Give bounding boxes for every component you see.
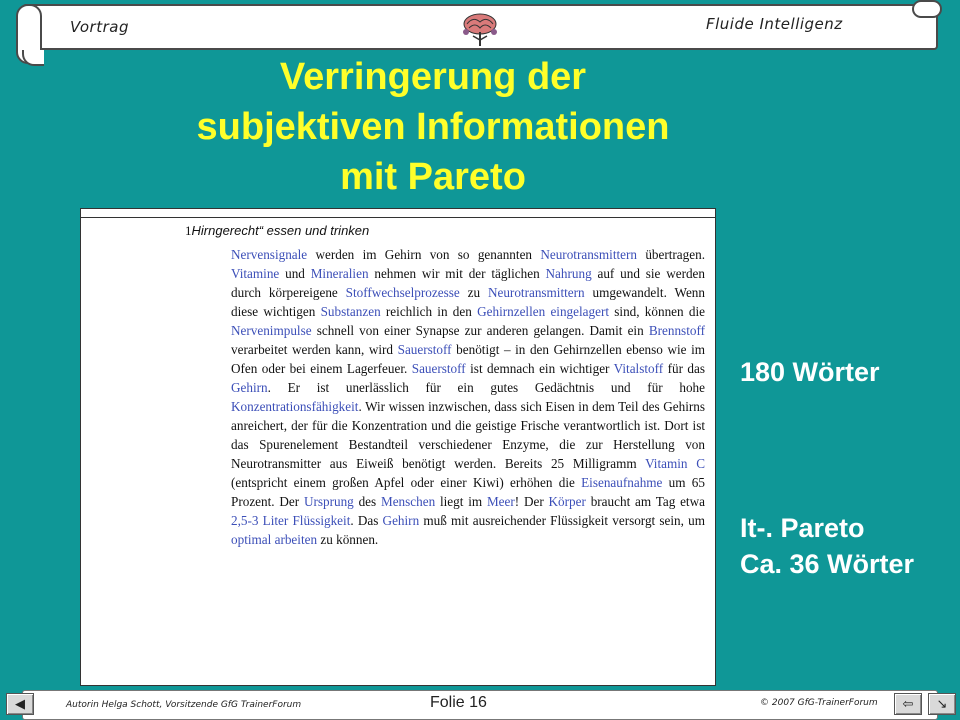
body-text: benötigt – in den Gehirnzellen ebenso wie im Ofen oder bei einem Lagerfeuer.: [231, 342, 705, 376]
title-line-3: mit Pareto: [340, 156, 526, 198]
keyword-text: Gehirn: [382, 513, 420, 528]
keyword-text: Substanzen: [320, 304, 381, 319]
body-text: um 65 Prozent. Der: [231, 475, 705, 509]
footer-bar: [0, 690, 960, 720]
title-line-2: subjektiven Informationen: [196, 106, 670, 148]
document-excerpt: [80, 208, 716, 686]
document-top-rule: [81, 217, 715, 218]
body-text: auf und sie werden durch körpereigene: [231, 266, 705, 300]
pareto-word-count: Ca. 36 Wörter: [740, 549, 915, 579]
body-text: liegt im: [435, 494, 487, 509]
keyword-text: Gehirnzellen eingelagert: [477, 304, 610, 319]
slide-title: [150, 52, 716, 202]
body-text: verarbeitet werden kann, wird: [231, 342, 398, 357]
keyword-text: Vitamine: [231, 266, 280, 281]
body-text: sind, können die: [609, 304, 705, 319]
keyword-text: Mineralien: [310, 266, 369, 281]
scroll-roll-right: [912, 0, 942, 18]
keyword-text: Meer: [486, 494, 515, 509]
footer-author: Autorin Helga Schott, Vorsitzende GfG TrainerForum: [66, 700, 302, 710]
body-text: werden im Gehirn von so genannten: [307, 247, 541, 262]
keyword-text: Körper: [548, 494, 586, 509]
body-text: übertragen.: [637, 247, 705, 262]
keyword-text: Nahrung: [545, 266, 592, 281]
keyword-text: Sauerstoff: [397, 342, 452, 357]
keyword-text: Konzentrationsfähigkeit: [231, 399, 359, 414]
keyword-text: Neurotransmittern: [487, 285, 585, 300]
body-text: ist demnach ein wichtiger: [465, 361, 614, 376]
keyword-text: Neurotransmittern: [540, 247, 638, 262]
body-text: . Er ist unerlässlich für ein gutes Gedächtnis und für hohe: [267, 380, 705, 395]
keyword-text: Vitalstoff: [613, 361, 664, 376]
keyword-text: Sauerstoff: [411, 361, 466, 376]
body-text: und: [279, 266, 311, 281]
body-text: zu können.: [317, 532, 379, 547]
body-text: des: [353, 494, 381, 509]
footer-copyright: © 2007 GfG-TrainerForum: [760, 698, 878, 708]
keyword-text: Vitamin C: [645, 456, 705, 471]
previous-slide-button[interactable]: [6, 693, 34, 715]
back-arrow-icon: ⇦: [902, 696, 914, 711]
body-text: . Das: [350, 513, 383, 528]
keyword-text: Nervenimpulse: [231, 323, 312, 338]
document-heading-text: Hirngerecht“ essen und trinken: [191, 223, 370, 238]
keyword-text: optimal arbeiten: [231, 532, 318, 547]
body-text: ! Der: [514, 494, 549, 509]
body-text: . Wir wissen inzwischen, dass sich Eisen in dem Teil des Gehirns anreichert, der für die Konzentration und die geistige Frische verantwortlich ist. Dort ist das Spurenelement Bestandteil verschiedener Enzyme, die zur Herstellung von Neurotransmitter aus Eiweiß benötigt werden. Bereits 25 Milligramm: [231, 399, 705, 471]
body-text: schnell von einer Synapse zur anderen gelangen. Damit ein: [311, 323, 649, 338]
keyword-text: 2,5-3 Liter Flüssigkeit: [231, 513, 351, 528]
slide-number: Folie 16: [430, 694, 487, 711]
keyword-text: Eisenaufnahme: [581, 475, 663, 490]
body-text: (entspricht einem großen Apfel oder einer Kiwi) erhöhen die: [231, 475, 582, 490]
body-text: für das: [663, 361, 705, 376]
previous-slide-icon: ◀: [15, 696, 25, 711]
header-right-label: Fluide Intelligenz: [706, 15, 843, 33]
keyword-text: Ursprung: [303, 494, 354, 509]
body-text: muß mit ausreichender Flüssigkeit versorgt sein, um: [419, 513, 705, 528]
keyword-text: Menschen: [380, 494, 436, 509]
body-text: reichlich in den: [380, 304, 478, 319]
document-heading-number: 1: [185, 223, 192, 238]
keyword-text: Nervensignale: [231, 247, 308, 262]
document-heading: [185, 223, 369, 239]
body-text: zu: [459, 285, 488, 300]
title-line-1: Verringerung der: [279, 56, 587, 98]
keyword-text: Brennstoff: [648, 323, 705, 338]
back-slide-button[interactable]: [894, 693, 922, 715]
keyword-text: Gehirn: [231, 380, 268, 395]
document-body: [231, 245, 705, 549]
next-slide-button[interactable]: [928, 693, 956, 715]
body-text: braucht am Tag etwa: [585, 494, 705, 509]
next-slide-icon: ↘: [936, 696, 948, 711]
header-left-label: Vortrag: [70, 18, 129, 36]
word-count-total: 180 Wörter: [740, 357, 880, 387]
keyword-text: Stoffwechselprozesse: [345, 285, 460, 300]
body-text: umgewandelt. Wenn diese wichtigen: [231, 285, 705, 319]
brain-logo-icon: [455, 10, 505, 50]
pareto-label: It-. Pareto: [740, 513, 865, 543]
body-text: nehmen wir mit der täglichen: [368, 266, 546, 281]
